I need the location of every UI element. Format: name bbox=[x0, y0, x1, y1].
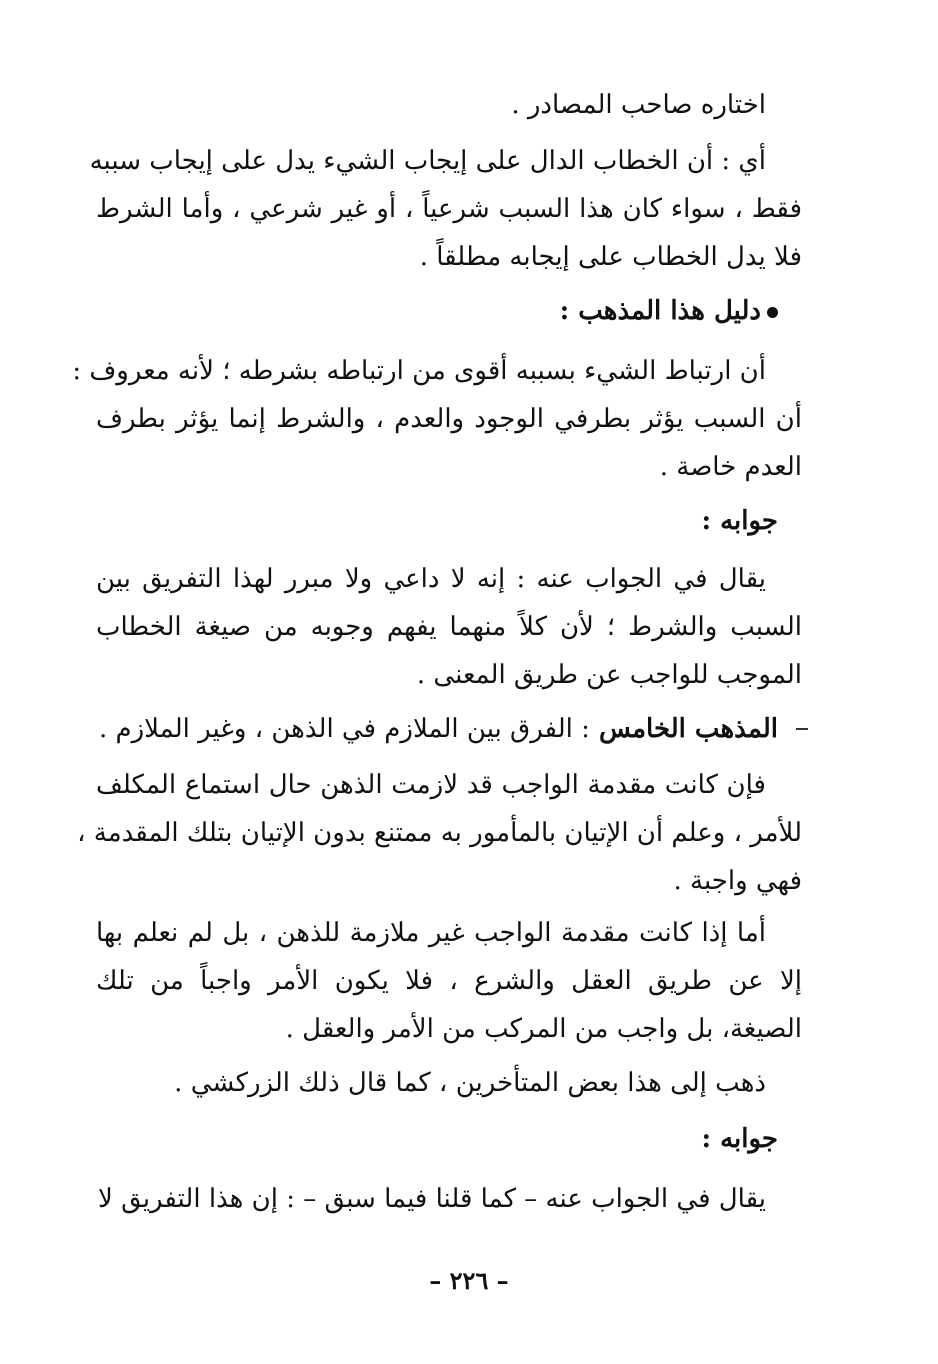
text-line: للأمر ، وعلم أن الإتيان بالمأمور به ممتنع بدون الإتيان بتلك المقدمة ، bbox=[77, 818, 802, 848]
text-line: فقط ، سواء كان هذا السبب شرعياً ، أو غير شرعي ، وأما الشرط bbox=[96, 194, 802, 224]
text-line: أما إذا كانت مقدمة الواجب غير ملازمة للذهن ، بل لم نعلم بها bbox=[96, 918, 766, 948]
text-line: أن ارتباط الشيء بسببه أقوى من ارتباطه بشرطه ؛ لأنه معروف : bbox=[72, 356, 766, 386]
section-heading: جوابه : bbox=[701, 506, 778, 536]
text-line: ذهب إلى هذا بعض المتأخرين ، كما قال ذلك الزركشي . bbox=[174, 1068, 766, 1098]
bullet-icon bbox=[767, 307, 778, 318]
heading-rest: : الفرق بين الملازم في الذهن ، وغير الملازم . bbox=[98, 714, 590, 744]
text-line: أي : أن الخطاب الدال على إيجاب الشيء يدل على إيجاب سببه bbox=[89, 146, 766, 176]
margin-mark bbox=[796, 728, 808, 730]
text-line: أن السبب يؤثر بطرفي الوجود والعدم ، والشرط إنما يؤثر بطرف bbox=[96, 404, 802, 434]
text-line: يقال في الجواب عنه : إنه لا داعي ولا مبرر لهذا التفريق بين bbox=[96, 564, 766, 594]
text-line: الصيغة، بل واجب من المركب من الأمر والعقل . bbox=[285, 1014, 802, 1044]
text-line: إلا عن طريق العقل والشرع ، فلا يكون الأمر واجباً من تلك bbox=[96, 966, 802, 996]
text-line: السبب والشرط ؛ لأن كلاً منهما يفهم وجوبه من صيغة الخطاب bbox=[96, 612, 802, 642]
heading-text: المذهب الخامس bbox=[598, 714, 778, 744]
text-line: فإن كانت مقدمة الواجب قد لازمت الذهن حال استماع المكلف bbox=[96, 770, 766, 800]
text-line: اختاره صاحب المصادر . bbox=[511, 90, 766, 120]
heading-text: دليل هذا المذهب : bbox=[559, 296, 761, 326]
section-heading bbox=[99, 710, 778, 750]
text-line: العدم خاصة . bbox=[659, 452, 802, 482]
section-heading: جوابه : bbox=[701, 1124, 778, 1154]
page-number: – ٢٢٦ – bbox=[429, 1266, 509, 1295]
text-line: يقال في الجواب عنه – كما قلنا فيما سبق – : إن هذا التفريق لا bbox=[98, 1184, 766, 1214]
text-line: الموجب للواجب عن طريق المعنى . bbox=[416, 660, 802, 690]
section-heading bbox=[560, 292, 778, 332]
text-line: فلا يدل الخطاب على إيجابه مطلقاً . bbox=[419, 242, 802, 272]
text-line: فهي واجبة . bbox=[673, 866, 802, 896]
